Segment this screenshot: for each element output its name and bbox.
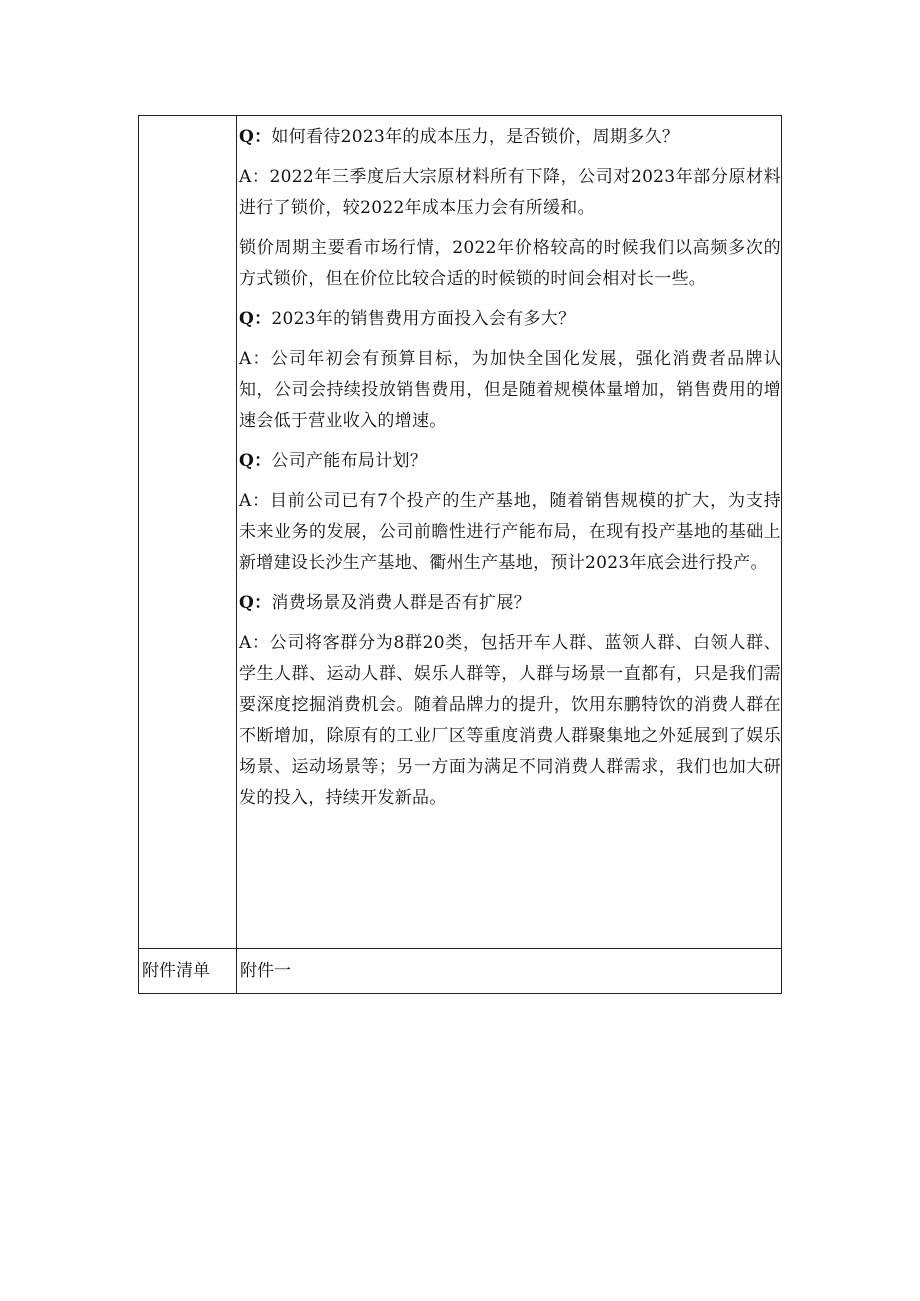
attachment-label: 附件清单 xyxy=(139,949,237,994)
qa-left-cell xyxy=(139,116,237,949)
question-1-text: 如何看待2023年的成本压力，是否锁价，周期多久？ xyxy=(271,127,680,147)
answer-4: A：公司将客群分为8群20类，包括开车人群、蓝领人群、白领人群、学生人群、运动人群、娱乐人群等，人群与场景一直都有，只是我们需要深度挖掘消费机会。随着品牌力的提升，饮用东鹏特饮的消费人群在不断增加，除原有的工业厂区等重度消费人群聚集地之外延展到了娱乐场景、运动场景等；另一方面为满足不同消费人群需求，我们也加大研发的投入，持续开发新品。 xyxy=(239,633,781,808)
document-table xyxy=(138,115,782,994)
question-2-text: 2023年的销售费用方面投入会有多大？ xyxy=(271,309,576,329)
qa-content-cell xyxy=(237,116,782,949)
question-4-text: 消费场景及消费人群是否有扩展？ xyxy=(271,593,531,613)
attachment-row xyxy=(139,949,782,994)
question-3-text: 公司产能布局计划？ xyxy=(271,451,428,471)
qa-list xyxy=(239,122,781,814)
qa-row xyxy=(139,116,782,949)
answer-1-continued: 锁价周期主要看市场行情，2022年价格较高的时候我们以高频多次的方式锁价，但在价位比较合适的时候锁的时间会相对长一些。 xyxy=(239,238,781,289)
question-2: Q：2023年的销售费用方面投入会有多大？ xyxy=(239,309,576,329)
question-4: Q：消费场景及消费人群是否有扩展？ xyxy=(239,593,531,613)
answer-1: A：2022年三季度后大宗原材料所有下降，公司对2023年部分原材料进行了锁价，较2022年成本压力会有所缓和。 xyxy=(239,167,781,218)
attachment-value: 附件一 xyxy=(237,949,782,994)
answer-2: A：公司年初会有预算目标，为加快全国化发展，强化消费者品牌认知，公司会持续投放销售费用，但是随着规模体量增加，销售费用的增速会低于营业收入的增速。 xyxy=(239,349,781,431)
answer-3: A：目前公司已有7个投产的生产基地，随着销售规模的扩大，为支持未来业务的发展，公司前瞻性进行产能布局，在现有投产基地的基础上新增建设长沙生产基地、衢州生产基地，预计2023年底会进行投产。 xyxy=(239,491,781,573)
question-1: Q：如何看待2023年的成本压力，是否锁价，周期多久？ xyxy=(239,127,680,147)
question-3: Q：公司产能布局计划？ xyxy=(239,451,428,471)
